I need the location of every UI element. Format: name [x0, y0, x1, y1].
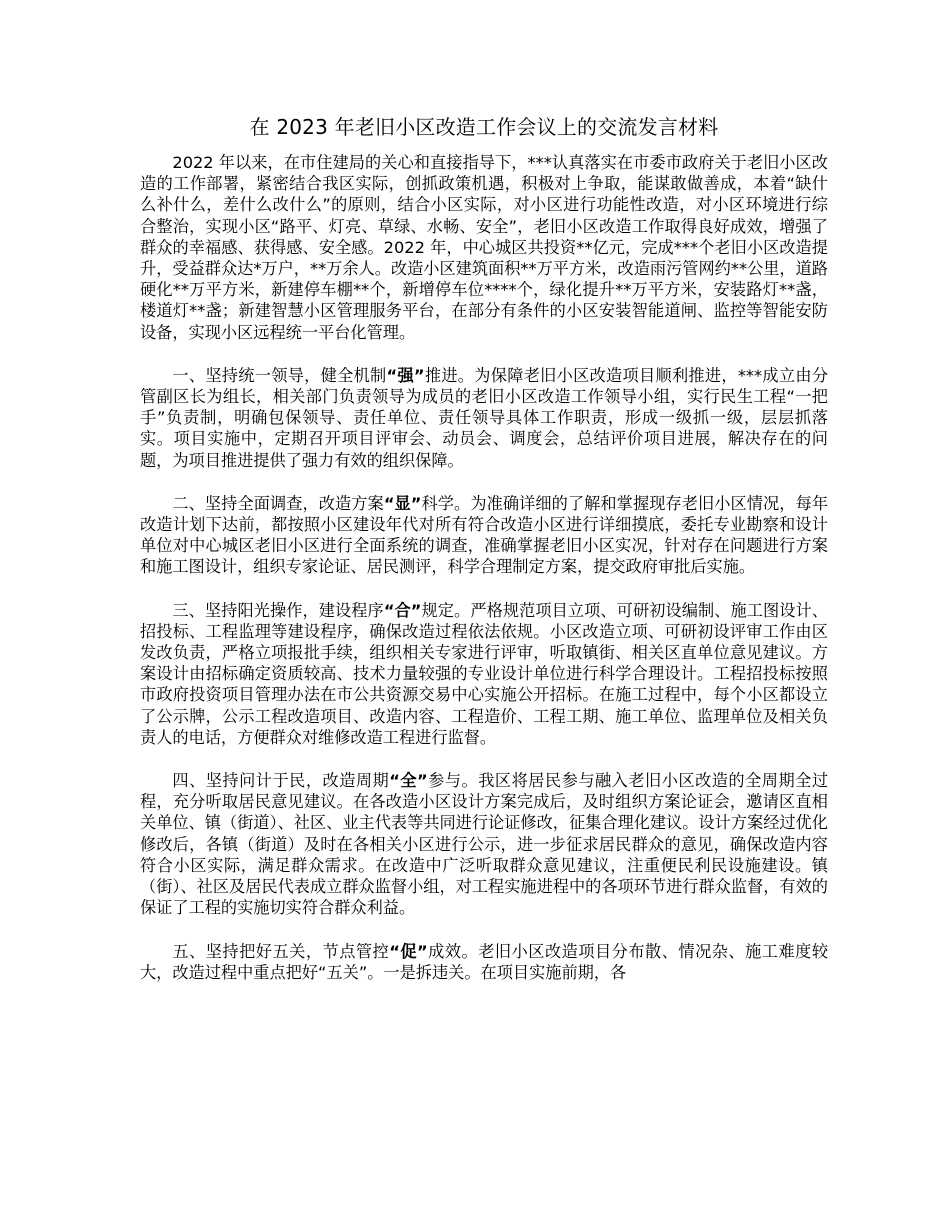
section-3-lead: 三、坚持阳光操作，建设程序: [172, 600, 384, 620]
section-3-body: 严格规范项目立项、可研初设编制、施工图设计、招投标、工程监理等建设程序，确保改造过程依法依规。小区改造立项、可研初设评审工作由区发改负责，严格立项报批手续，组织相关专家进行评审，听取镇街、相关区直单位意见建议。方案设计由招标确定资质较高、技术力量较强的专业设计单位进行科学合理设计。工程招投标按照市政府投资项目管理办法在市公共资源交易中心实施公开招标。在施工过程中，每个小区都设立了公示牌，公示工程改造项目、改造内容、工程造价、工程工期、施工单位、监理单位及相关负责人的电话，方便群众对维修改造工程进行监督。: [140, 600, 829, 747]
section-4-body: 我区将居民参与融入老旧小区改造的全周期全过程，充分听取居民意见建议。在各改造小区设计方案完成后，及时组织方案论证会，邀请区直相关单位、镇（街道）、社区、业主代表等共同进行论证修改，征集合理化建议。设计方案经过优化修改后，各镇（街道）及时在各相关小区进行公示，进一步征求居民群众的意见，确保改造内容符合小区实际，满足群众需求。在改造中广泛听取群众意见建议，注重便民利民设施建设。镇（街）、社区及居民代表成立群众监督小组，对工程实施进程中的各项环节进行群众监督，有效的保证了工程的实施切实符合群众利益。: [140, 771, 829, 918]
section-paragraph-5: [140, 941, 828, 983]
section-5-lead-end: 成效。: [427, 941, 479, 961]
section-paragraph-1: [140, 365, 828, 471]
section-5-lead: 五、坚持把好五关，节点管控: [172, 941, 390, 961]
section-paragraph-3: [140, 600, 828, 748]
document-page: [140, 112, 828, 1005]
section-4-emphasis: “全”: [389, 771, 428, 791]
section-3-lead-end: 规定。: [421, 600, 471, 620]
section-2-lead: 二、坚持全面调查，改造方案: [172, 493, 384, 513]
section-4-lead-end: 参与。: [427, 771, 479, 791]
section-1-lead: 一、坚持统一领导，健全机制: [172, 365, 387, 385]
section-5-emphasis: “促”: [389, 941, 428, 961]
section-1-emphasis: “强”: [386, 365, 425, 385]
document-title: 在 2023 年老旧小区改造工作会议上的交流发言材料: [249, 115, 719, 139]
section-2-emphasis: “显”: [383, 493, 422, 513]
section-2-body: 为准确详细的了解和掌握现存老旧小区情况，每年改造计划下达前，都按照小区建设年代对所有符合改造小区进行详细摸底，委托专业勘察和设计单位对中心城区老旧小区进行全面系统的调查，准确掌握老旧小区实况，针对存在问题进行方案和施工图设计，组织专家论证、居民测评，科学合理制定方案，提交政府审批后实施。: [140, 493, 829, 577]
section-1-lead-end: 推进。: [424, 365, 475, 385]
section-4-lead: 四、坚持问计于民，改造周期: [172, 771, 390, 791]
section-1-body: 为保障老旧小区改造项目顺利推进，***成立由分管副区长为组长，相关部门负责领导为成员的老旧小区改造工作领导小组，实行民生工程“一把手”负责制，明确包保领导、责任单位、责任领导具体工作职责，形成一级抓一级，层层抓落实。项目实施中，定期召开项目评审会、动员会、调度会，总结评价项目进展，解决存在的问题，为项目推进提供了强力有效的组织保障。: [140, 365, 829, 470]
section-paragraph-2: [140, 493, 828, 578]
intro-paragraph: 2022 年以来，在市住建局的关心和直接指导下，***认真落实在市委市政府关于老旧小区改造的工作部署，紧密结合我区实际，创抓政策机遇，积极对上争取，能谋敢做善成，本着“缺什么补什么，差什么改什么”的原则，结合小区实际，对小区进行功能性改造，对小区环境进行综合整治，实现小区“路平、灯亮、草绿、水畅、安全”，老旧小区改造工作取得良好成效，增强了群众的幸福感、获得感、安全感。2022 年，中心城区共投资**亿元，完成***个老旧小区改造提升，受益群众达*万户，**万余人。改造小区建筑面积**万平方米，改造雨污管网约**公里，道路硬化**万平方米，新建停车棚**个，新增停车位****个，绿化提升**万平方米，安装路灯**盏，楼道灯**盏；新建智慧小区管理服务平台，在部分有条件的小区安装智能道闸、监控等智能安防设备，实现小区远程统一平台化管理。: [140, 153, 828, 342]
section-2-lead-end: 科学。: [421, 493, 471, 513]
section-5-body: 老旧小区改造项目分布散、情况杂、施工难度较大，改造过程中重点把好“五关”。一是拆违关。在项目实施前期，各: [140, 941, 829, 982]
section-3-emphasis: “合”: [383, 600, 422, 620]
section-paragraph-4: [140, 770, 828, 918]
